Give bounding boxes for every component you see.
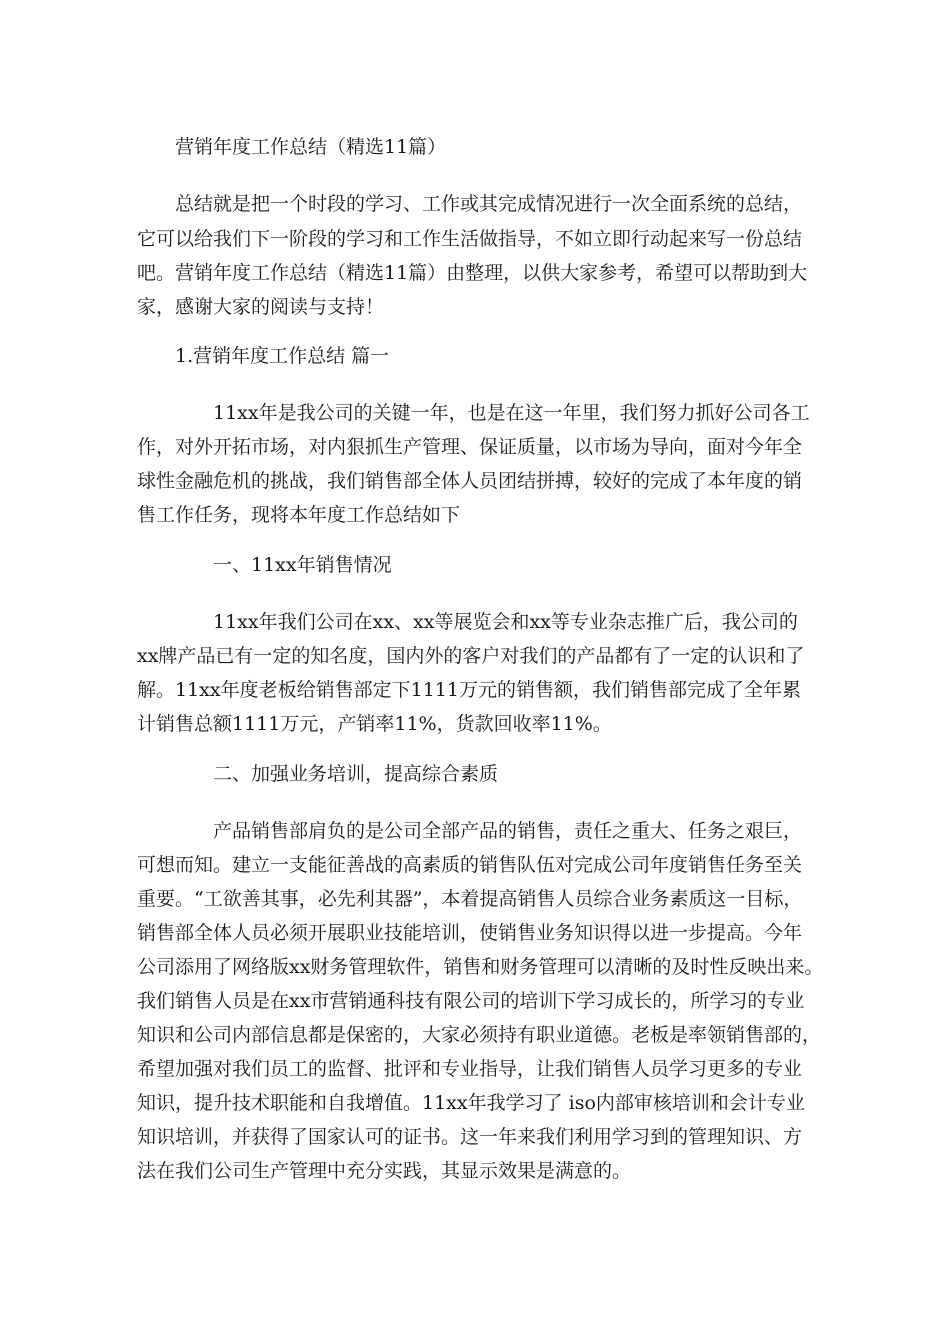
- subsection-heading: 二、加强业务培训，提高综合素质: [213, 763, 499, 785]
- paragraph-line: 11xx年是我公司的关键一年，也是在这一年里，我们努力抓好公司各工: [213, 402, 810, 424]
- document-title: 营销年度工作总结（精选11篇）: [175, 136, 447, 158]
- intro-line: 它可以给我们下一阶段的学习和工作生活做指导，不如立即行动起来写一份总结: [137, 228, 803, 250]
- intro-line: 吧。营销年度工作总结（精选11篇）由整理，以供大家参考，希望可以帮助到大: [137, 262, 808, 284]
- subsection-heading: 一、11xx年销售情况: [213, 554, 392, 576]
- section-heading: 1.营销年度工作总结 篇一: [175, 345, 390, 367]
- paragraph-line: 球性金融危机的挑战，我们销售部全体人员团结拼搏，较好的完成了本年度的销: [137, 470, 803, 492]
- paragraph-line: 我们销售人员是在xx市营销通科技有限公司的培训下学习成长的，所学习的专业: [137, 990, 805, 1012]
- paragraph-line: xx牌产品已有一定的知名度，国内外的客户对我们的产品都有了一定的认识和了: [137, 645, 805, 667]
- paragraph-line: 销售部全体人员必须开展职业技能培训，使销售业务知识得以进一步提高。今年: [137, 922, 803, 944]
- paragraph-line: 知识培训，并获得了国家认可的证书。这一年来我们利用学习到的管理知识、方: [137, 1126, 803, 1148]
- paragraph-line: 11xx年我们公司在xx、xx等展览会和xx等专业杂志推广后，我公司的: [213, 611, 798, 633]
- paragraph-line: 重要。“工欲善其事，必先利其器”，本着提高销售人员综合业务素质这一目标，: [137, 888, 803, 910]
- paragraph-line: 公司添用了网络版xx财务管理软件，销售和财务管理可以清晰的及时性反映出来。: [137, 956, 824, 978]
- paragraph-line: 作，对外开拓市场，对内狠抓生产管理、保证质量，以市场为导向，面对今年全: [137, 436, 803, 458]
- paragraph-line: 知识，提升技术职能和自我增值。11xx年我学习了 iso内部审核培训和会计专业: [137, 1092, 805, 1114]
- paragraph-line: 产品销售部肩负的是公司全部产品的销售，责任之重大、任务之艰巨，: [213, 820, 803, 842]
- paragraph-line: 解。11xx年度老板给销售部定下1111万元的销售额，我们销售部完成了全年累: [137, 679, 801, 701]
- paragraph-line: 希望加强对我们员工的监督、批评和专业指导，让我们销售人员学习更多的专业: [137, 1058, 803, 1080]
- intro-line: 总结就是把一个时段的学习、工作或其完成情况进行一次全面系统的总结，: [175, 193, 803, 215]
- paragraph-line: 可想而知。建立一支能征善战的高素质的销售队伍对完成公司年度销售任务至关: [137, 854, 803, 876]
- paragraph-line: 知识和公司内部信息都是保密的，大家必须持有职业道德。老板是率领销售部的，: [137, 1024, 822, 1046]
- paragraph-line: 计销售总额1111万元，产销率11%，货款回收率11%。: [137, 713, 612, 735]
- paragraph-line: 售工作任务，现将本年度工作总结如下: [137, 504, 461, 526]
- intro-line: 家，感谢大家的阅读与支持！: [137, 296, 385, 318]
- paragraph-line: 法在我们公司生产管理中充分实践，其显示效果是满意的。: [137, 1160, 632, 1182]
